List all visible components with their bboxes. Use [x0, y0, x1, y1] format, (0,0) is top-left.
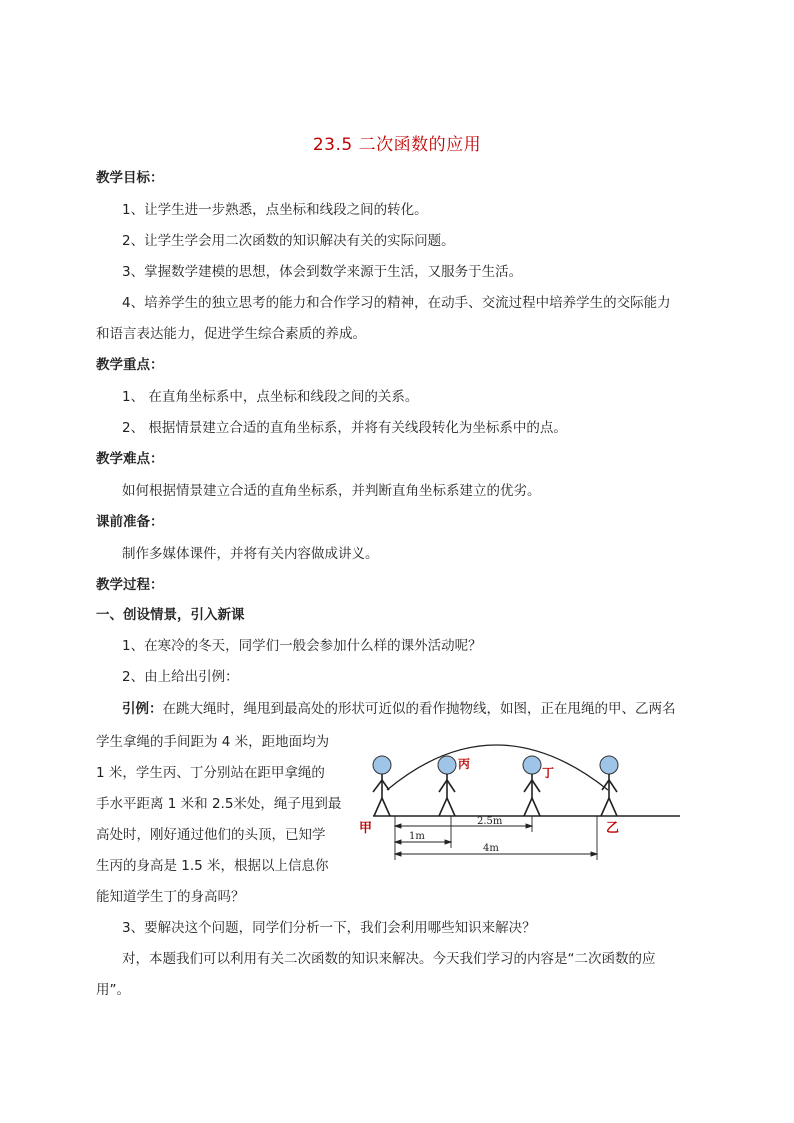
preparation-heading: 课前准备： [96, 514, 164, 530]
answer-line-continued: 用”。 [96, 982, 130, 998]
example-intro [122, 699, 676, 719]
dimension-1m: 1m [409, 831, 425, 842]
example-line: 学生拿绳的手间距为 4 米，距地面均为 [96, 734, 330, 750]
person-bing [438, 756, 456, 816]
objective-item: 1、让学生进一步熟悉，点坐标和线段之间的转化。 [122, 202, 428, 218]
page-title: 23.5 二次函数的应用 [312, 135, 482, 155]
person-ding [523, 756, 541, 816]
head-icon [373, 756, 391, 774]
question-3: 3、要解决这个问题，同学们分析一下，我们会利用哪些知识来解决？ [122, 920, 536, 936]
answer-line: 对，本题我们可以利用有关二次函数的知识来解决。今天我们学习的内容是“二次函数的应 [122, 951, 656, 967]
key-points-heading: 教学重点： [96, 357, 164, 373]
jump-rope-figure [355, 720, 685, 865]
objective-item: 2、让学生学会用二次函数的知识解决有关的实际问题。 [122, 233, 455, 249]
objective-item: 3、掌握数学建模的思想，体会到数学来源于生活，又服务于生活。 [122, 264, 523, 280]
example-line: 手水平距离 1 米和 2.5米处，绳子甩到最 [96, 796, 342, 812]
objective-item-continued: 和语言表达能力，促进学生综合素质的养成。 [96, 326, 366, 342]
key-point-item: 1、 在直角坐标系中，点坐标和线段之间的关系。 [122, 389, 419, 405]
question-1: 1、在寒冷的冬天，同学们一般会参加什么样的课外活动呢？ [122, 638, 482, 654]
key-point-item: 2、 根据情景建立合适的直角坐标系，并将有关线段转化为坐标系中的点。 [122, 420, 567, 436]
process-heading: 教学过程： [96, 577, 164, 593]
example-text: 在跳大绳时，绳甩到最高处的形状可近似的看作抛物线，如图，正在甩绳的甲、乙两名 [162, 701, 676, 717]
objective-item: 4、培养学生的独立思考的能力和合作学习的精神，在动手、交流过程中培养学生的交际能力 [122, 295, 671, 311]
difficulties-heading: 教学难点： [96, 451, 164, 467]
example-line: 高处时，刚好通过他们的头顶，已知学 [96, 827, 326, 843]
example-label: 引例： [122, 701, 163, 717]
difficulty-item: 如何根据情景建立合适的直角坐标系，并判断直角坐标系建立的优劣。 [122, 483, 541, 499]
objectives-heading: 教学目标： [96, 170, 164, 186]
example-line: 能知道学生丁的身高吗？ [96, 889, 245, 905]
rope-curve [387, 745, 608, 790]
question-2: 2、由上给出引例： [122, 669, 239, 685]
label-bing: 丙 [458, 757, 471, 771]
dimension-4m: 4m [483, 843, 499, 854]
example-line: 生丙的身高是 1.5 米，根据以上信息你 [96, 858, 329, 874]
example-line: 1 米，学生丙、丁分别站在距甲拿绳的 [96, 765, 325, 781]
head-icon [600, 756, 618, 774]
label-jia: 甲 [359, 821, 373, 836]
head-icon [438, 756, 456, 774]
preparation-item: 制作多媒体课件，并将有关内容做成讲义。 [122, 546, 379, 562]
label-ding: 丁 [542, 766, 555, 780]
head-icon [523, 756, 541, 774]
process-subheading: 一、创设情景，引入新课 [96, 607, 245, 623]
person-jia [373, 756, 391, 816]
label-yi: 乙 [606, 821, 620, 836]
dimension-2-5m: 2.5m [477, 816, 503, 827]
